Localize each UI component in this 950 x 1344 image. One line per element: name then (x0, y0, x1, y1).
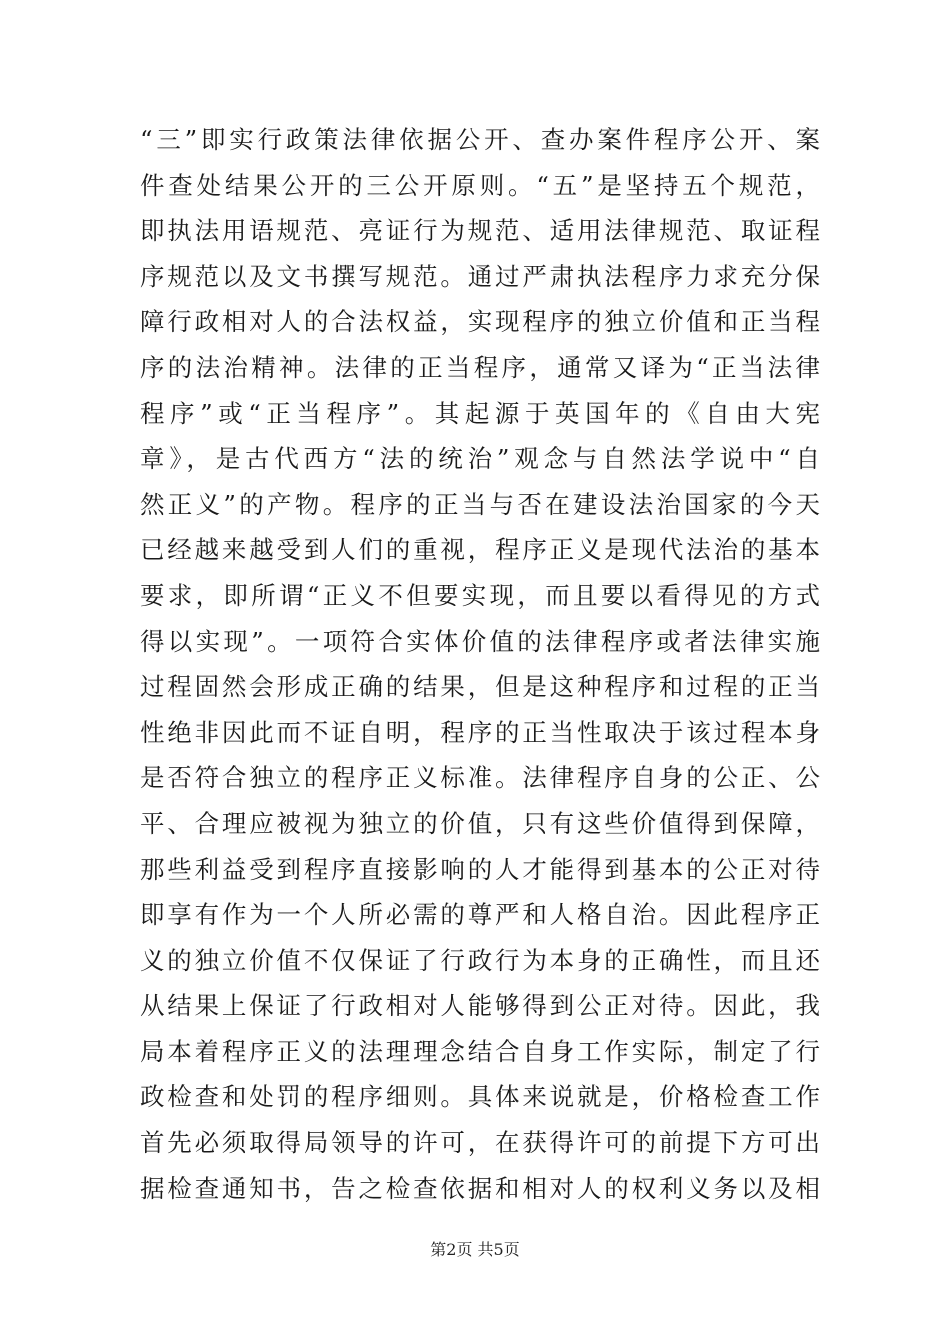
text-line: 序规范以及文书撰写规范。通过严肃执法程序力求充分保 (140, 261, 820, 291)
text-line: 章》，是古代西方“法的统治”观念与自然法学说中“自 (140, 444, 820, 474)
text-line: 是否符合独立的程序正义标准。法律程序自身的公正、公 (140, 763, 820, 793)
text-line: 要求，即所谓“正义不但要实现，而且要以看得见的方式 (140, 580, 820, 610)
text-line: 那些利益受到程序直接影响的人才能得到基本的公正对待 (140, 854, 820, 884)
text-line: 即享有作为一个人所必需的尊严和人格自治。因此程序正 (140, 900, 820, 930)
text-line: 据检查通知书，告之检查依据和相对人的权利义务以及相 (140, 1173, 820, 1203)
text-line: 过程固然会形成正确的结果，但是这种程序和过程的正当 (140, 672, 820, 702)
text-line: 即执法用语规范、亮证行为规范、适用法律规范、取证程 (140, 216, 820, 246)
body-text (140, 117, 820, 1211)
text-line: 首先必须取得局领导的许可，在获得许可的前提下方可出 (140, 1128, 820, 1158)
text-line: 然正义”的产物。程序的正当与否在建设法治国家的今天 (140, 489, 820, 519)
text-line: 平、合理应被视为独立的价值，只有这些价值得到保障， (140, 808, 820, 838)
text-line: 性绝非因此而不证自明，程序的正当性取决于该过程本身 (140, 717, 820, 747)
text-line: 义的独立价值不仅保证了行政行为本身的正确性，而且还 (140, 945, 820, 975)
text-line: “三”即实行政策法律依据公开、查办案件程序公开、案 (140, 125, 820, 154)
text-line: 已经越来越受到人们的重视，程序正义是现代法治的基本 (140, 535, 820, 565)
page-number-footer: 第2页 共5页 (430, 1240, 520, 1259)
text-line: 政检查和处罚的程序细则。具体来说就是，价格检查工作 (140, 1082, 820, 1112)
text-line: 得以实现”。一项符合实体价值的法律程序或者法律实施 (140, 626, 820, 656)
text-line: 障行政相对人的合法权益，实现程序的独立价值和正当程 (140, 307, 820, 337)
text-line: 从结果上保证了行政相对人能够得到公正对待。因此，我 (140, 991, 820, 1021)
text-line: 序的法治精神。法律的正当程序，通常又译为“正当法律 (140, 352, 820, 382)
text-line: 局本着程序正义的法理理念结合自身工作实际，制定了行 (140, 1036, 820, 1066)
text-line: 程序”或“正当程序”。其起源于英国年的《自由大宪 (140, 398, 820, 428)
text-line: 件查处结果公开的三公开原则。“五”是坚持五个规范， (140, 170, 820, 200)
